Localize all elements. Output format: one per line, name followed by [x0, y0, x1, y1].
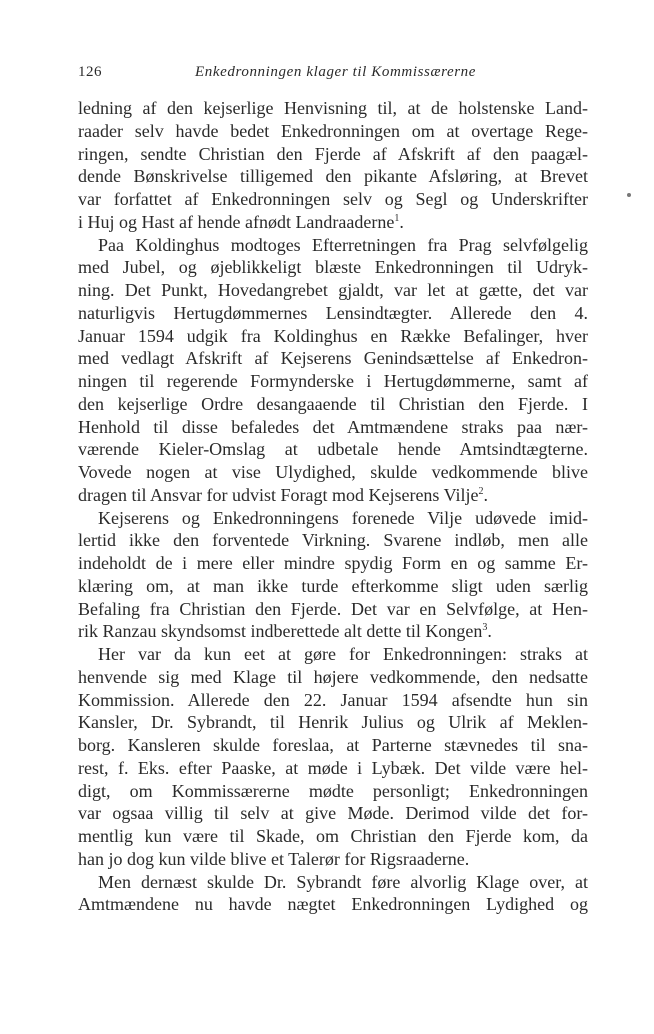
text-line [78, 666, 588, 689]
text-line [78, 711, 588, 734]
text-line [78, 188, 588, 211]
text-line [78, 575, 588, 598]
line-text: dragen til Ansvar for udvist Foragt mod Kejserens Vilje [78, 484, 479, 505]
body-text [78, 97, 588, 916]
line-text: Kansler, Dr. Sybrandt, til Henrik Julius og Ulrik af Meklen- [78, 712, 588, 733]
text-line: dragen til Ansvar for udvist Foragt mod Kejserens Vilje$^2$. [78, 484, 489, 505]
text-line [78, 780, 588, 803]
line-text: Her var da kun eet at gøre for Enkedronningen: straks at [98, 644, 588, 664]
text-line [78, 802, 588, 825]
text-line [78, 507, 588, 530]
text-line [78, 552, 588, 575]
footnote-marker: 3 [482, 622, 488, 634]
line-text: den kejserlige Ordre desangaaende til Christian den Fjerde. I [78, 393, 588, 414]
line-text: digt, om Kommissærerne mødte personligt; Enkedronningen [78, 780, 588, 801]
line-text: Januar 1594 udgik fra Koldinghus en Række Befalinger, hver [78, 325, 588, 346]
line-text: værende Kieler-Omslag at udbetale hende Amtsindtægterne. [78, 439, 588, 460]
text-line [78, 848, 588, 871]
line-text: raader selv havde bedet Enkedronningen om at overtage Rege- [78, 120, 588, 141]
line-text: rest, f. Eks. efter Paaske, at møde i Lybæk. Det vilde være hel- [78, 757, 588, 778]
line-text: rik Ranzau skyndsomst indberettede alt dette til Kongen [78, 621, 483, 642]
line-text: Kejserens og Enkedronningens forenede Vilje udøvede imid- [98, 507, 588, 528]
line-text: Amtmændene nu havde nægtet Enkedronningen Lydighed og [78, 894, 588, 915]
text-line [78, 393, 588, 416]
line-text: borg. Kansleren skulde foreslaa, at Parterne stævnedes til sna- [78, 735, 588, 755]
line-text: ning. Det Punkt, Hovedangrebet gjaldt, var let at gætte, det var [78, 280, 588, 300]
line-text: var ogsaa villig til selv at give Møde. Derimod vilde det for- [78, 803, 588, 824]
line-text: ledning af den kejserlige Henvisning til, at de holstenske Land- [78, 98, 588, 118]
line-text: Henhold til disse befaledes det Amtmændene straks paa nær- [78, 416, 588, 437]
line-text: klæring om, at man ikke turde efterkomme sligt uden særlig [78, 575, 588, 596]
text-line [78, 734, 588, 757]
line-text: naturligvis Hertugdømmernes Lensindtægter. Allerede den 4. [78, 302, 588, 323]
line-text: henvende sig med Klage til højere vedkommende, den nedsatte [78, 666, 588, 687]
text-line: rik Ranzau skyndsomst indberettede alt dette til Kongen$^3$. [78, 621, 492, 642]
text-line [78, 370, 588, 393]
line-text: var forfattet af Enkedronningen selv og Segl og Underskrifter [78, 189, 588, 209]
page-header [78, 62, 588, 82]
text-line [78, 416, 588, 439]
line-text: Kommission. Allerede den 22. Januar 1594 afsendte hun sin [78, 689, 588, 710]
text-line [78, 438, 588, 461]
text-line [78, 461, 588, 484]
running-title: Enkedronningen klager til Kommissærerne [195, 64, 477, 80]
text-line [78, 143, 588, 166]
text-line [78, 347, 588, 370]
text-line: i Huj og Hast af hende afnødt Landraaderne$^1$. [78, 211, 404, 232]
text-line [78, 97, 588, 120]
line-text: lertid ikke den forventede Virkning. Svarene indløb, men alle [78, 530, 588, 551]
line-text: med vedlagt Afskrift af Kejserens Genindsættelse af Enkedron- [78, 348, 588, 369]
text-line [78, 302, 588, 325]
line-text: Paa Koldinghus modtoges Efterretningen fra Prag selvfølgelig [98, 234, 588, 255]
text-line [78, 757, 588, 780]
line-text: ringen, sendte Christian den Fjerde af Afskrift af den paagæl- [78, 143, 588, 164]
line-text: mentlig kun være til Skade, om Christian den Fjerde kom, da [78, 826, 588, 846]
text-line [78, 825, 588, 848]
text-line [78, 325, 588, 348]
text-line [78, 871, 588, 894]
text-line [78, 529, 588, 552]
text-line [78, 279, 588, 302]
text-line [78, 893, 588, 916]
footnote-marker: 1 [394, 212, 400, 224]
line-text: med Jubel, og øjeblikkeligt blæste Enkedronningen til Udryk- [78, 257, 588, 278]
line-text: i Huj og Hast af hende afnødt Landraaderne [78, 211, 395, 232]
footnote-marker: 2 [478, 485, 484, 497]
text-line [78, 120, 588, 143]
text-line [78, 234, 588, 257]
line-text: Men dernæst skulde Dr. Sybrandt føre alvorlig Klage over, at [98, 871, 588, 892]
text-line [78, 643, 588, 666]
text-line [78, 165, 588, 188]
text-line [78, 256, 588, 279]
line-text: han jo dog kun vilde blive et Talerør for Rigsraaderne. [78, 848, 470, 869]
line-text: indeholdt de i mere eller mindre spydig Form en og samme Er- [78, 553, 588, 573]
line-text: Vovede nogen at vise Ulydighed, skulde vedkommende blive [78, 462, 588, 482]
line-text: Befaling fra Christian den Fjerde. Det var en Selvfølge, at Hen- [78, 598, 588, 619]
line-text: ningen til regerende Formynderske i Hertugdømmerne, samt af [78, 371, 588, 391]
text-line [78, 598, 588, 621]
line-text: dende Bønskrivelse tilligemed den pikante Afsløring, at Brevet [78, 166, 588, 187]
text-line [78, 689, 588, 712]
page-number: 126 [78, 64, 102, 80]
margin-mark [627, 193, 631, 197]
